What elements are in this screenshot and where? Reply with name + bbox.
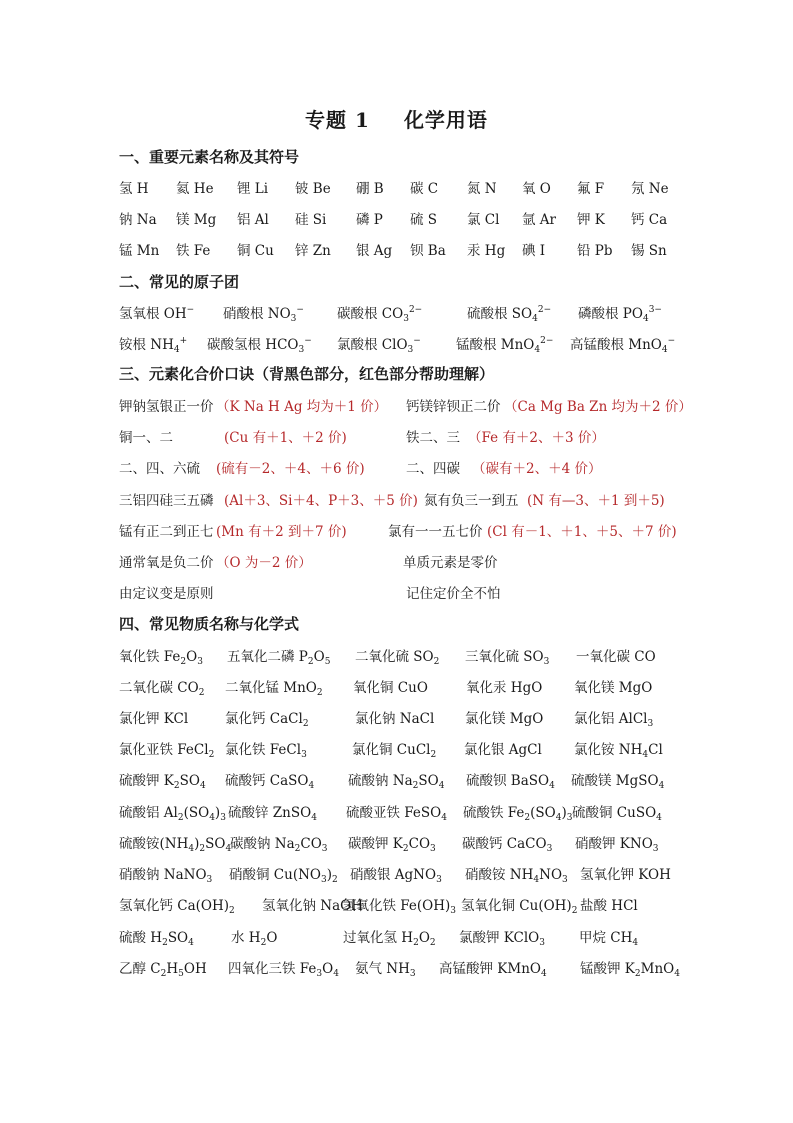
formula-part: 4 — [555, 813, 562, 823]
formula-part: 3− — [648, 305, 662, 315]
section-1-heading: 一、重要元素名称及其符号 — [119, 148, 300, 166]
substance-entry — [348, 769, 444, 789]
rhyme-verse: 钙镁锌钡正二价 — [406, 399, 501, 415]
formula-part: 三氧化硫 SO — [465, 649, 544, 665]
formula-part: Cl — [648, 742, 663, 758]
formula-part: 碳酸氢根 HCO — [207, 337, 299, 353]
substance-entry — [580, 863, 671, 883]
formula-part: 4 — [225, 844, 232, 854]
formula-part: ) — [194, 836, 200, 852]
formula-part: 一氧化碳 CO — [576, 649, 656, 665]
formula-part: O — [313, 649, 325, 665]
formula-part: 2 — [199, 844, 206, 854]
substance-entry — [225, 738, 307, 758]
formula-part: 4 — [642, 314, 649, 324]
formula-part: 3 — [539, 938, 545, 948]
formula-part: 碳酸钙 CaCO — [462, 836, 547, 852]
radical-entry — [578, 302, 662, 322]
formula-part: 4 — [661, 345, 668, 355]
formula-part: 2 — [316, 688, 323, 698]
radical-entry — [467, 302, 551, 322]
title-topic-name: 化学用语 — [403, 108, 488, 132]
substance-entry — [119, 769, 206, 789]
formula-part: − — [296, 305, 304, 315]
formula-part: 2− — [540, 336, 554, 346]
formula-part: 3 — [301, 750, 307, 760]
formula-part: 4 — [438, 781, 445, 791]
formula-part: 氧化铜 CuO — [353, 680, 428, 696]
formula-part: 硝酸铵 NH — [465, 867, 534, 883]
formula-part: 氢氧化钾 KOH — [580, 867, 671, 883]
rhyme-explanation: （Fe 有＋2、＋3 价） — [468, 430, 605, 446]
formula-part: 硫酸铝 Al — [119, 805, 178, 821]
formula-part: 3 — [220, 813, 226, 823]
formula-part: 4 — [308, 781, 315, 791]
element-entry: 铝 Al — [237, 212, 269, 228]
substance-entry — [119, 676, 204, 696]
formula-part: 4 — [632, 938, 639, 948]
formula-part: 氯酸根 ClO — [337, 337, 408, 353]
formula-part: ) — [214, 805, 221, 821]
formula-part: + — [179, 336, 188, 346]
rhyme-explanation: (硫有－2、＋4、＋6 价) — [216, 461, 365, 477]
element-entry: 汞 Hg — [467, 243, 506, 259]
formula-part: 氢氧化铁 Fe(OH) — [342, 898, 451, 914]
rhyme-explanation: （Ca Mg Ba Zn 均为＋2 价） — [504, 399, 692, 415]
substance-entry — [572, 801, 662, 821]
element-entry: 铁 Fe — [176, 243, 211, 259]
element-entry: 锡 Sn — [631, 243, 667, 259]
formula-part: 2 — [173, 781, 180, 791]
substance-entry — [119, 863, 212, 883]
formula-part: H — [166, 961, 179, 977]
formula-part: 2 — [294, 844, 301, 854]
formula-part: 高锰酸根 MnO — [570, 337, 662, 353]
formula-part: 碳酸钾 K — [348, 836, 403, 852]
element-entry: 氢 H — [119, 181, 149, 197]
element-entry: 氧 O — [522, 181, 551, 197]
substance-entry — [343, 926, 436, 946]
rhyme-verse: 锰有正二到正七 — [119, 524, 214, 540]
substance-entry — [119, 738, 214, 758]
formula-part: 硫酸铁 Fe — [463, 805, 525, 821]
formula-part: O — [418, 930, 430, 946]
formula-part: 3 — [430, 844, 436, 854]
element-entry: 碘 I — [522, 243, 546, 259]
formula-part: 2 — [433, 657, 440, 667]
formula-part: 硫酸钠 Na — [348, 773, 413, 789]
formula-part: 3 — [316, 969, 323, 979]
formula-part: 2 — [429, 938, 436, 948]
radical-entry — [207, 333, 312, 353]
rhyme-verse: 单质元素是零价 — [403, 555, 498, 571]
formula-part: 2 — [430, 750, 437, 760]
formula-part: 硫酸根 SO — [467, 306, 533, 322]
rhyme-explanation: （K Na H Ag 均为＋1 价） — [216, 399, 388, 415]
substance-entry — [465, 707, 543, 727]
formula-part: 硫酸镁 MgSO — [571, 773, 659, 789]
substance-entry — [230, 832, 328, 852]
formula-part: 3 — [290, 314, 297, 324]
substance-entry — [353, 676, 428, 696]
rhyme-explanation: (Cu 有＋1、＋2 价) — [224, 430, 347, 446]
element-entry: 钙 Ca — [631, 212, 668, 228]
element-entry: 硫 S — [410, 212, 438, 228]
formula-part: 2 — [260, 938, 267, 948]
section-4-heading: 四、常见物质名称与化学式 — [119, 615, 300, 633]
substance-entry — [355, 957, 416, 977]
formula-part: 氯化钾 KCl — [119, 711, 189, 727]
section-3-heading: 三、元素化合价口诀（背黑色部分，红色部分帮助理解） — [119, 365, 495, 383]
formula-part: 2 — [229, 906, 235, 916]
formula-part: 甲烷 CH — [579, 930, 633, 946]
formula-part: 硫酸钾 K — [119, 773, 174, 789]
rhyme-verse: 三铝四硅三五磷 — [119, 493, 214, 509]
formula-part: 2 — [412, 781, 419, 791]
formula-part: 3 — [566, 813, 573, 823]
formula-part: 硫酸锌 ZnSO — [228, 805, 312, 821]
element-entry: 氟 F — [577, 181, 605, 197]
rhyme-verse: 由定议变是原则 — [119, 586, 214, 602]
formula-part: 硫酸钙 CaSO — [225, 773, 309, 789]
substance-entry — [461, 894, 577, 914]
formula-part: 3 — [546, 844, 553, 854]
formula-part: 3 — [407, 345, 414, 355]
radical-entry — [337, 302, 422, 322]
formula-part: 2 — [402, 844, 409, 854]
formula-part: ) — [561, 805, 567, 821]
formula-part: 3 — [450, 906, 457, 916]
substance-entry — [229, 863, 338, 883]
substance-entry — [579, 926, 638, 946]
element-entry: 锂 Li — [237, 181, 269, 197]
element-entry: 铍 Be — [295, 181, 331, 197]
radical-entry — [456, 333, 553, 353]
formula-part: 氯化镁 MgO — [465, 711, 544, 727]
formula-part: 3 — [562, 875, 568, 885]
formula-part: 4 — [188, 938, 194, 948]
formula-part: 3 — [647, 719, 654, 729]
substance-entry — [459, 926, 545, 946]
substance-entry — [119, 645, 203, 665]
formula-part: 2 — [307, 657, 314, 667]
formula-part: 3 — [436, 875, 442, 885]
element-entry: 镁 Mg — [176, 212, 217, 228]
formula-part: 2 — [302, 719, 309, 729]
formula-part: NO — [539, 867, 563, 883]
formula-part: O — [322, 961, 334, 977]
substance-entry — [119, 801, 226, 821]
formula-part: 4 — [311, 813, 317, 823]
formula-part: 锰酸根 MnO — [456, 337, 535, 353]
formula-part: SO — [205, 836, 226, 852]
formula-part: 氯化铁 FeCl — [225, 742, 302, 758]
formula-part: 4 — [533, 875, 540, 885]
formula-part: 高锰酸钾 KMnO — [439, 961, 541, 977]
formula-part: 2 — [177, 813, 184, 823]
formula-part: 水 H — [231, 930, 261, 946]
formula-part: 氯化铝 AlCl — [574, 711, 648, 727]
formula-part: CO — [408, 836, 431, 852]
formula-part: 3 — [543, 657, 550, 667]
formula-part: 4 — [173, 345, 180, 355]
formula-part: O — [266, 930, 278, 946]
formula-part: 氢氧化钙 Ca(OH) — [119, 898, 230, 914]
substance-entry — [464, 738, 542, 758]
substance-entry — [119, 926, 194, 946]
title-topic-number: 专题 1 — [305, 108, 370, 132]
substance-entry — [119, 707, 188, 727]
formula-part: 4 — [658, 781, 665, 791]
formula-part: O — [186, 649, 198, 665]
formula-part: 2 — [413, 938, 419, 948]
formula-part: CO — [300, 836, 322, 852]
formula-part: 四氧化三铁 Fe — [228, 961, 317, 977]
formula-part: 硫酸 H — [119, 930, 163, 946]
formula-part: 盐酸 HCl — [580, 898, 638, 914]
formula-part: 硫酸铵(NH — [119, 836, 189, 852]
rhyme-verse: 钾钠氢银正一价 — [119, 399, 214, 415]
rhyme-verse: 氮有负三一到五 — [424, 493, 519, 509]
formula-part: 3 — [206, 875, 213, 885]
substance-entry — [119, 894, 235, 914]
substance-entry — [228, 801, 317, 821]
element-entry: 氖 Ne — [631, 181, 669, 197]
formula-part: 碳酸钠 Na — [230, 836, 295, 852]
substance-entry — [119, 832, 231, 852]
element-entry: 钡 Ba — [410, 243, 446, 259]
formula-part: 氧化镁 MgO — [574, 680, 653, 696]
formula-part: 硫酸钡 BaSO — [466, 773, 550, 789]
element-entry: 铅 Pb — [577, 243, 613, 259]
formula-part: 3 — [652, 844, 659, 854]
formula-part: 氯化银 AgCl — [464, 742, 542, 758]
formula-part: 2 — [524, 813, 531, 823]
formula-part: 2− — [408, 305, 423, 315]
formula-part: 2 — [331, 875, 338, 885]
formula-part: − — [304, 336, 312, 346]
page-title — [0, 104, 793, 133]
formula-part: − — [667, 336, 676, 346]
substance-entry — [575, 832, 659, 852]
formula-part: 硝酸铜 Cu(NO — [229, 867, 321, 883]
substance-entry — [439, 957, 547, 977]
formula-part: 4 — [199, 781, 206, 791]
substance-entry — [225, 676, 323, 696]
formula-part: 4 — [656, 813, 662, 823]
substance-entry — [346, 801, 447, 821]
formula-part: 氯化亚铁 FeCl — [119, 742, 209, 758]
substance-entry — [350, 863, 442, 883]
formula-part: SO — [167, 930, 189, 946]
formula-part: SO — [418, 773, 439, 789]
formula-part: − — [186, 305, 195, 315]
formula-part: 硫酸铜 CuSO — [572, 805, 657, 821]
element-entry: 氯 Cl — [467, 212, 500, 228]
rhyme-verse: 记住定价全不怕 — [406, 586, 501, 602]
substance-entry — [119, 957, 207, 977]
substance-entry — [463, 801, 573, 821]
radical-entry — [119, 333, 187, 353]
element-entry: 氩 Ar — [522, 212, 556, 228]
formula-part: 4 — [534, 345, 541, 355]
formula-part: (SO — [183, 805, 210, 821]
rhyme-explanation: （碳有＋2、＋4 价） — [472, 461, 602, 477]
substance-entry — [355, 707, 434, 727]
formula-part: SO — [179, 773, 200, 789]
formula-part: 3 — [197, 657, 203, 667]
formula-part: 3 — [403, 314, 409, 324]
formula-part: − — [413, 336, 421, 346]
element-entry: 钾 K — [577, 212, 605, 228]
element-entry: 硅 Si — [295, 212, 327, 228]
formula-part: 二氧化碳 CO — [119, 680, 199, 696]
formula-part: 铵根 NH — [119, 337, 174, 353]
substance-entry — [466, 676, 542, 696]
formula-part: 二氧化硫 SO — [355, 649, 434, 665]
formula-part: MnO — [640, 961, 675, 977]
formula-part: 4 — [333, 969, 339, 979]
element-entry: 硼 B — [356, 181, 384, 197]
rhyme-explanation: (Mn 有＋2 到＋7 价) — [216, 524, 347, 540]
formula-part: 硝酸钾 KNO — [575, 836, 653, 852]
rhyme-verse: 铜一、二 — [119, 430, 173, 446]
formula-part: 氯化铜 CuCl — [352, 742, 431, 758]
formula-part: 氯化钠 NaCl — [355, 711, 435, 727]
formula-part: 4 — [441, 813, 447, 823]
formula-part: ) — [326, 867, 332, 883]
formula-part: 氯化钙 CaCl — [225, 711, 303, 727]
formula-part: 3 — [298, 345, 305, 355]
substance-entry — [348, 832, 436, 852]
formula-part: 硝酸钠 NaNO — [119, 867, 207, 883]
rhyme-verse: 氯有一一五七价 — [388, 524, 483, 540]
formula-part: 硝酸根 NO — [223, 306, 291, 322]
formula-part: 氢氧根 OH — [119, 306, 187, 322]
formula-part: 2 — [180, 657, 187, 667]
substance-entry — [231, 926, 277, 946]
formula-part: 氧化汞 HgO — [466, 680, 543, 696]
substance-entry — [466, 769, 555, 789]
section-2-heading: 二、常见的原子团 — [119, 273, 240, 291]
formula-part: 2 — [208, 750, 215, 760]
formula-part: 氧化铁 Fe — [119, 649, 181, 665]
element-entry: 钠 Na — [119, 212, 157, 228]
rhyme-verse: 铁二、三 — [406, 430, 460, 446]
formula-part: 4 — [674, 969, 680, 979]
substance-entry — [580, 894, 638, 914]
rhyme-explanation: (N 有—3、＋1 到＋5) — [527, 493, 665, 509]
substance-entry — [574, 738, 663, 758]
rhyme-verse: 二、四、六硫 — [119, 461, 200, 477]
substance-entry — [355, 645, 439, 665]
formula-part: OH — [183, 961, 207, 977]
formula-part: 氯酸钾 KClO — [459, 930, 540, 946]
formula-part: 2 — [198, 688, 205, 698]
substance-entry — [462, 832, 552, 852]
substance-entry — [576, 645, 656, 665]
formula-part: 碳酸根 CO — [337, 306, 404, 322]
formula-part: 2 — [162, 938, 168, 948]
substance-entry — [465, 645, 549, 665]
formula-part: 2 — [634, 969, 641, 979]
formula-part: 4 — [642, 750, 649, 760]
formula-part: 5 — [178, 969, 184, 979]
formula-part: 3 — [409, 969, 416, 979]
formula-part: 4 — [209, 813, 215, 823]
formula-part: 2 — [160, 969, 167, 979]
substance-entry — [352, 738, 436, 758]
formula-part: 5 — [324, 657, 331, 667]
formula-part: 氢氧化钠 NaOH — [262, 898, 363, 914]
element-entry: 银 Ag — [356, 243, 393, 259]
substance-entry — [580, 957, 680, 977]
formula-part: 乙醇 C — [119, 961, 161, 977]
substance-entry — [574, 707, 653, 727]
rhyme-verse: 通常氧是负二价 — [119, 555, 214, 571]
radical-entry — [119, 302, 194, 322]
substance-entry — [225, 769, 314, 789]
substance-entry — [574, 676, 652, 696]
substance-entry — [465, 863, 568, 883]
formula-part: 2− — [537, 305, 552, 315]
substance-entry — [228, 957, 339, 977]
radical-entry — [337, 333, 421, 353]
rhyme-explanation: （O 为－2 价） — [216, 555, 312, 571]
formula-part: 4 — [540, 969, 547, 979]
element-entry: 氮 N — [467, 181, 497, 197]
radical-entry — [223, 302, 304, 322]
formula-part: 3 — [321, 844, 328, 854]
rhyme-explanation: (Cl 有－1、＋1、＋5、＋7 价) — [487, 524, 677, 540]
rhyme-verse: 二、四碳 — [406, 461, 460, 477]
formula-part: 过氧化氢 H — [343, 930, 414, 946]
formula-part: 2 — [571, 906, 578, 916]
formula-part: 锰酸钾 K — [580, 961, 635, 977]
element-entry: 锌 Zn — [295, 243, 331, 259]
substance-entry — [227, 645, 330, 665]
element-entry: 磷 P — [356, 212, 383, 228]
formula-part: 五氧化二磷 P — [227, 649, 308, 665]
formula-part: 硝酸银 AgNO — [350, 867, 437, 883]
formula-part: 磷酸根 PO — [578, 306, 643, 322]
formula-part: 4 — [532, 314, 538, 324]
substance-entry — [571, 769, 664, 789]
formula-part: 4 — [188, 844, 195, 854]
formula-part: 氯化铵 NH — [574, 742, 643, 758]
radical-entry — [570, 333, 675, 353]
substance-entry — [225, 707, 309, 727]
element-entry: 铜 Cu — [237, 243, 274, 259]
rhyme-explanation: (Al＋3、Si＋4、P＋3、＋5 价) — [224, 493, 418, 509]
formula-part: 氢氧化铜 Cu(OH) — [461, 898, 572, 914]
element-entry: 碳 C — [410, 181, 439, 197]
formula-part: (SO — [530, 805, 556, 821]
substance-entry — [342, 894, 456, 914]
element-entry: 锰 Mn — [119, 243, 160, 259]
formula-part: 二氧化锰 MnO — [225, 680, 317, 696]
formula-part: 3 — [320, 875, 327, 885]
formula-part: 硫酸亚铁 FeSO — [346, 805, 442, 821]
element-entry: 氦 He — [176, 181, 214, 197]
formula-part: 氨气 NH — [355, 961, 410, 977]
formula-part: 4 — [549, 781, 555, 791]
